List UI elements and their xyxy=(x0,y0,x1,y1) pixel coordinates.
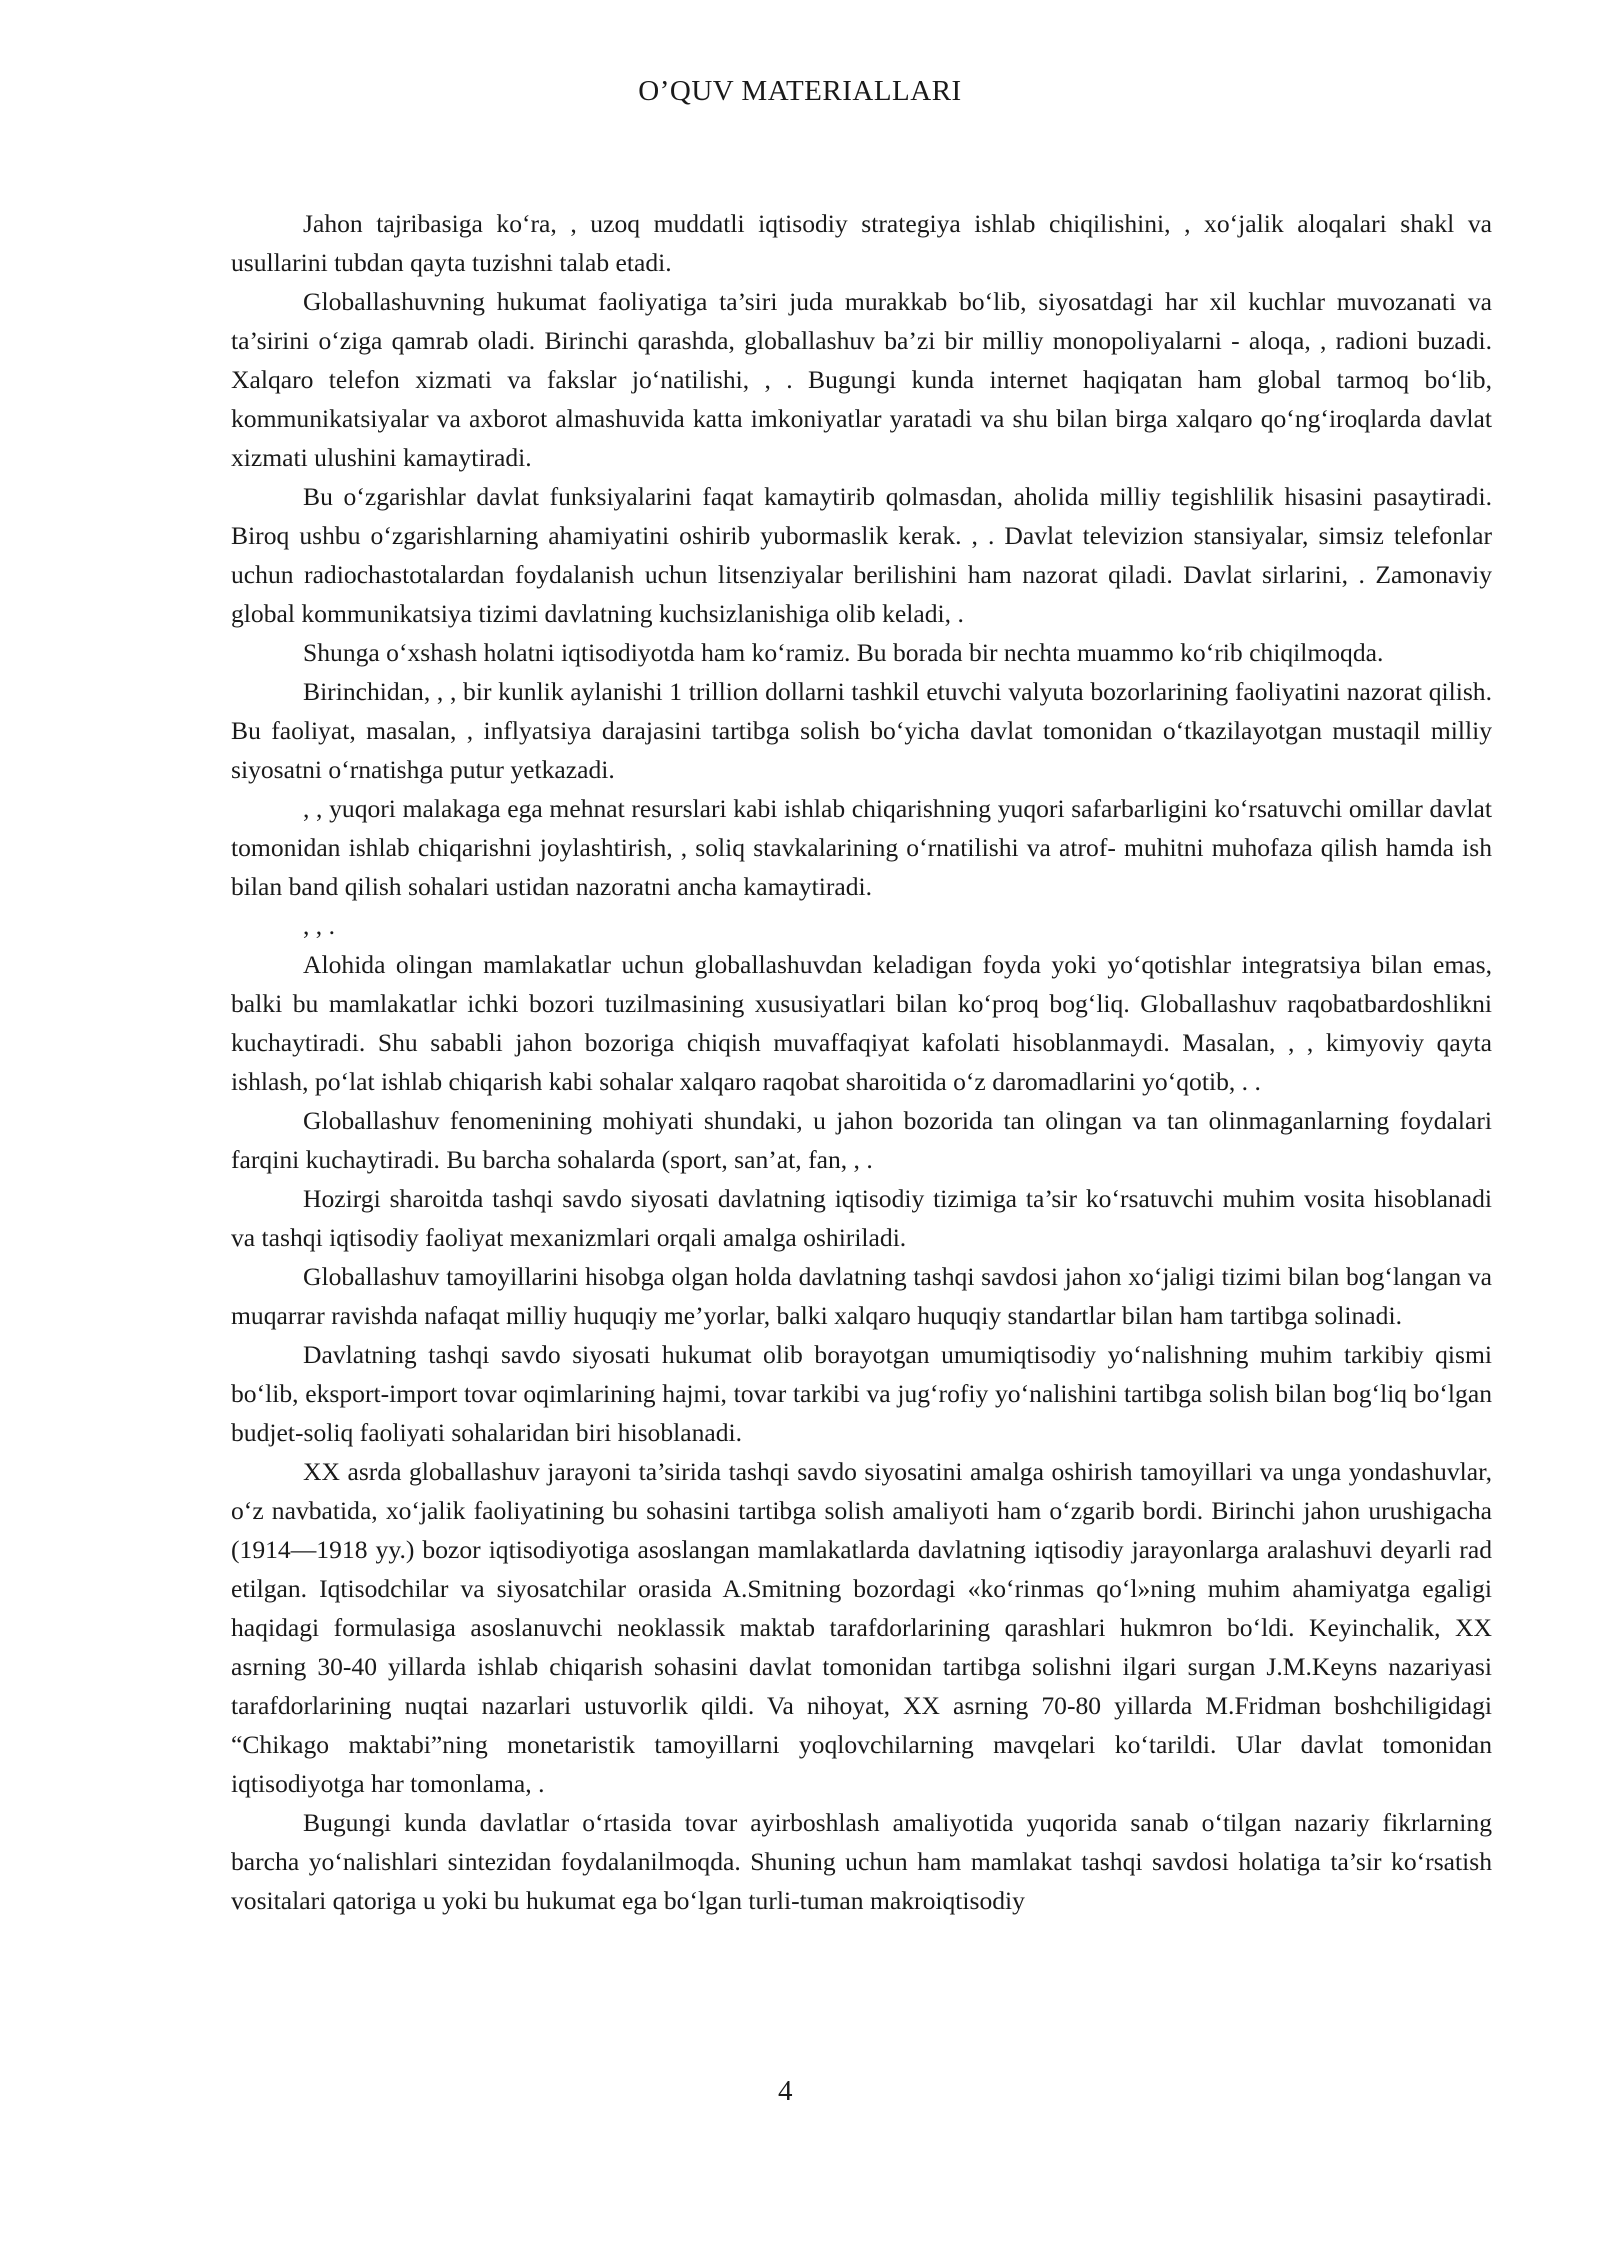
paragraph: Birinchidan, , , bir kunlik aylanishi 1 trillion dollarni tashkil etuvchi valyuta bozorlarining faoliyatini nazorat qilish. Bu faoliyat, masalan, , inflyatsiya darajasini tartibga solish bo‘yicha davlat tomonidan o‘tkazilayotgan mustaqil milliy siyosatni o‘rnatishga putur yetkazadi. xyxy=(231,677,1492,784)
paragraph: Alohida olingan mamlakatlar uchun globallashuvdan keladigan foyda yoki yo‘qotishlar integratsiya bilan emas, balki bu mamlakatlar ichki bozori tuzilmasining xususiyatlari bilan ko‘proq bog‘liq. Globallashuv raqobatbardoshlikni kuchaytiradi. Shu sababli jahon bozoriga chiqish muvaffaqiyat kafolati hisoblanmaydi. Masalan, , , kimyoviy qayta ishlash, po‘lat ishlab chiqarish kabi sohalar xalqaro raqobat sharoitida o‘z daromadlarini yo‘qotib, . . xyxy=(231,950,1492,1096)
paragraph: Bugungi kunda davlatlar o‘rtasida tovar ayirboshlash amaliyotida yuqorida sanab o‘tilgan nazariy fikrlarning barcha yo‘nalishlari sintezidan foydalanilmoqda. Shuning uchun ham mamlakat tashqi savdosi holatiga ta’sir ko‘rsatish vositalari qatoriga u yoki bu hukumat ega bo‘lgan turli-tuman makroiqtisodiy xyxy=(231,1808,1492,1915)
paragraph: , , yuqori malakaga ega mehnat resurslari kabi ishlab chiqarishning yuqori safarbarligini ko‘rsatuvchi omillar davlat tomonidan ishlab chiqarishni joylashtirish, , soliq stavkalarining o‘rnatilishi va atrof- muhitni muhofaza qilish hamda ish bilan band qilish sohalari ustidan nazoratni ancha kamaytiradi. xyxy=(231,794,1492,901)
page-number: 4 xyxy=(778,2075,793,2107)
paragraph: Jahon tajribasiga ko‘ra, , uzoq muddatli iqtisodiy strategiya ishlab chiqilishini, , xo‘jalik aloqalari shakl va usullarini tubdan qayta tuzishni talab etadi. xyxy=(231,209,1492,277)
paragraph: Davlatning tashqi savdo siyosati hukumat olib borayotgan umumiqtisodiy yo‘nalishning muhim tarkibiy qismi bo‘lib, eksport-import tovar oqimlarining hajmi, tovar tarkibi va jug‘rofiy yo‘nalishini tartibga solish bilan bog‘liq bo‘lgan budjet-soliq faoliyati sohalaridan biri hisoblanadi. xyxy=(231,1340,1492,1447)
paragraph: Globallashuv tamoyillarini hisobga olgan holda davlatning tashqi savdosi jahon xo‘jaligi tizimi bilan bog‘langan va muqarrar ravishda nafaqat milliy huquqiy me’yorlar, balki xalqaro huquqiy standartlar bilan ham tartibga solinadi. xyxy=(231,1262,1492,1330)
paragraph: Globallashuv fenomenining mohiyati shundaki, u jahon bozorida tan olingan va tan olinmaganlarning foydalari farqini kuchaytiradi. Bu barcha sohalarda (sport, san’at, fan, , . xyxy=(231,1106,1492,1174)
document-body xyxy=(231,204,1492,1920)
paragraph: , , . xyxy=(303,911,335,940)
paragraph: Bu o‘zgarishlar davlat funksiyalarini faqat kamaytirib qolmasdan, aholida milliy tegishlilik hisasini pasaytiradi. Biroq ushbu o‘zgarishlarning ahamiyatini oshirib yubormaslik kerak. , . Davlat televizion stansiyalar, simsiz telefonlar uchun radiochastotalardan foydalanish uchun litsenziyalar berilishini ham nazorat qiladi. Davlat sirlarini, . Zamonaviy global kommunikatsiya tizimi davlatning kuchsizlanishiga olib keladi, . xyxy=(231,482,1492,628)
page-header-title: O’QUV MATERIALLARI xyxy=(638,75,962,107)
paragraph: Shunga o‘xshash holatni iqtisodiyotda ham ko‘ramiz. Bu borada bir nechta muammo ko‘rib chiqilmoqda. xyxy=(303,638,1384,667)
paragraph: Hozirgi sharoitda tashqi savdo siyosati davlatning iqtisodiy tizimiga ta’sir ko‘rsatuvchi muhim vosita hisoblanadi va tashqi iqtisodiy faoliyat mexanizmlari orqali amalga oshiriladi. xyxy=(231,1184,1492,1252)
paragraph: Globallashuvning hukumat faoliyatiga ta’siri juda murakkab bo‘lib, siyosatdagi har xil kuchlar muvozanati va ta’sirini o‘ziga qamrab oladi. Birinchi qarashda, globallashuv ba’zi bir milliy monopoliyalarni - aloqa, , radioni buzadi. Xalqaro telefon xizmati va fakslar jo‘natilishi, , . Bugungi kunda internet haqiqatan ham global tarmoq bo‘lib, kommunikatsiyalar va axborot almashuvida katta imkoniyatlar yaratadi va shu bilan birga xalqaro qo‘ng‘iroqlarda davlat xizmati ulushini kamaytiradi. xyxy=(231,287,1492,472)
paragraph: XX asrda globallashuv jarayoni ta’sirida tashqi savdo siyosatini amalga oshirish tamoyillari va unga yondashuvlar, o‘z navbatida, xo‘jalik faoliyatining bu sohasini tartibga solish amaliyoti ham o‘zgarib bordi. Birinchi jahon urushigacha (1914—1918 yy.) bozor iqtisodiyotiga asoslangan mamlakatlarda davlatning iqtisodiy jarayonlarga aralashuvi deyarli rad etilgan. Iqtisodchilar va siyosatchilar orasida A.Smitning bozordagi «ko‘rinmas qo‘l»ning muhim ahamiyatga egaligi haqidagi formulasiga asoslanuvchi neoklassik maktab tarafdorlarining qarashlari hukmron bo‘ldi. Keyinchalik, XX asrning 30-40 yillarda ishlab chiqarish sohasini davlat tomonidan tartibga solishni ilgari surgan J.M.Keyns nazariyasi tarafdorlarining nuqtai nazarlari ustuvorlik qildi. Va nihoyat, XX asrning 70-80 yillarda M.Fridman boshchiligidagi “Chikago maktabi”ning monetaristik tamoyillarni yoqlovchilarning mavqelari ko‘tarildi. Ular davlat tomonidan iqtisodiyotga har tomonlama, . xyxy=(231,1457,1492,1798)
